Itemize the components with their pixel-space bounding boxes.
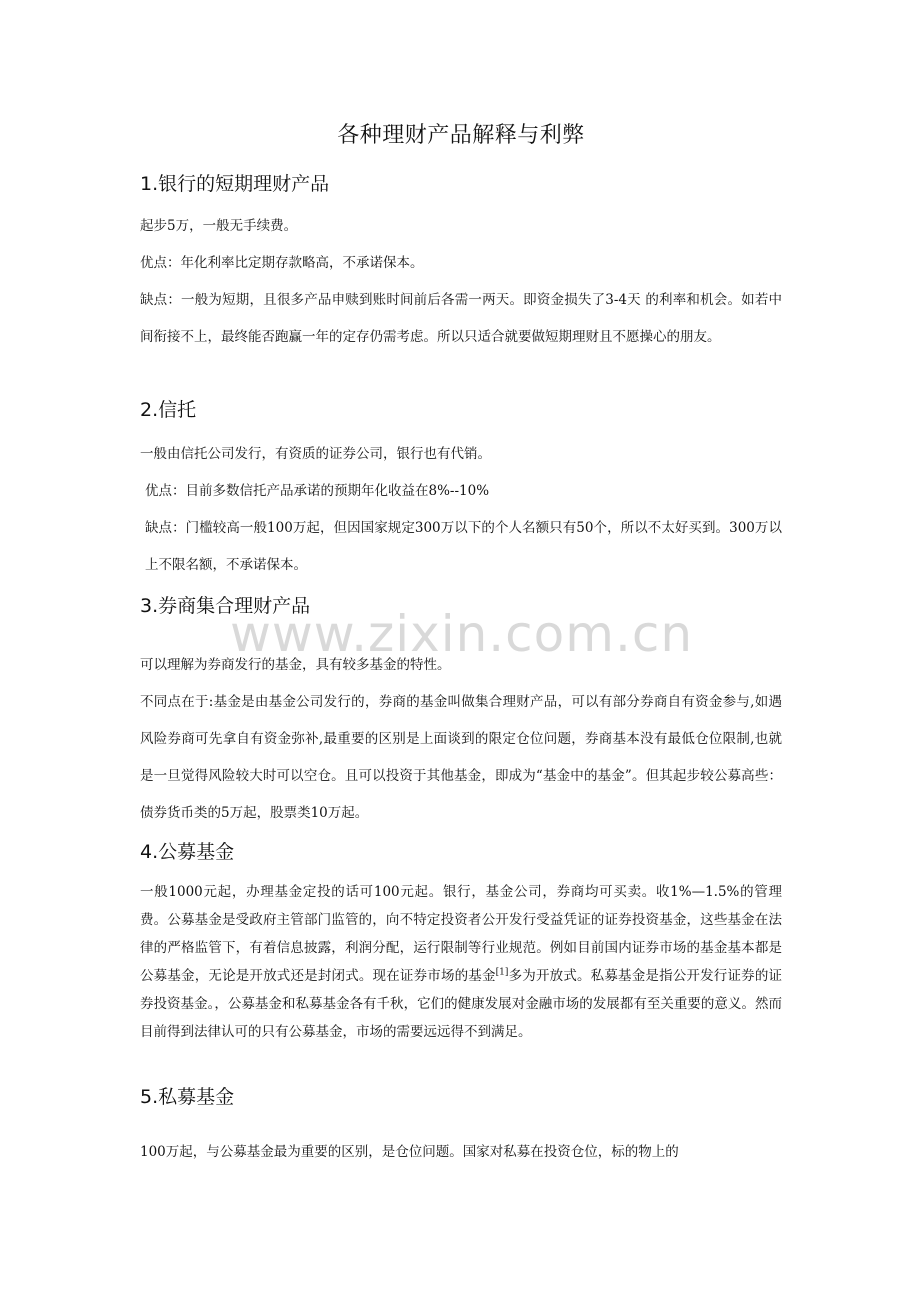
paragraph: 缺点：门槛较高一般100万起，但因国家规定300万以下的个人名额只有50个，所以不太好买到。300万以上不限名额，不承诺保本。 <box>145 520 782 573</box>
section-private-funds-body <box>140 1137 782 1167</box>
section-heading: 2.信托 <box>140 399 197 421</box>
section-broker-products <box>140 592 782 620</box>
section-public-funds <box>140 838 782 866</box>
section-broker-products-body <box>140 647 782 832</box>
section-heading: 4.公募基金 <box>140 841 235 863</box>
section-public-funds-body <box>140 878 782 1046</box>
watermark: www.zixin.com.cn <box>230 605 694 663</box>
paragraph <box>140 878 782 1046</box>
paragraph: 优点：目前多数信托产品承诺的预期年化收益在8%--10% <box>145 483 490 499</box>
section-heading: 3.券商集合理财产品 <box>140 595 311 617</box>
section-trust-body <box>140 436 782 584</box>
paragraph: 优点：年化利率比定期存款略高，不承诺保本。 <box>140 255 424 271</box>
paragraph-text: 多为开放式。私募基金是指公开发行证券的证券投资基金。，公募基金和私募基金各有千秋，它们的健康发展对金融市场的发展都有至关重要的意义。然而目前得到法律认可的只有公募基金，市场的需要远远得不到满足。 <box>140 968 783 1040</box>
paragraph: 一般由信托公司发行，有资质的证券公司，银行也有代销。 <box>140 446 491 462</box>
section-heading: 5.私募基金 <box>140 1086 235 1108</box>
paragraph: 起步5万，一般无手续费。 <box>140 218 298 234</box>
paragraph: 不同点在于:基金是由基金公司发行的，券商的基金叫做集合理财产品，可以有部分券商自有资金参与,如遇风险券商可先拿自有资金弥补,最重要的区别是上面谈到的限定仓位问题，券商基本没有最低仓位限制,也就是一旦觉得风险较大时可以空仓。且可以投资于其他基金，即成为“基金中的基金”。但其起步较公募高些：债券货币类的5万起，股票类10万起。 <box>140 694 782 821</box>
section-trust <box>140 396 782 424</box>
document-title: 各种理财产品解释与利弊 <box>337 123 585 148</box>
paragraph: 缺点：一般为短期，且很多产品申赎到账时间前后各需一两天。即资金损失了3-4天 的利率和机会。如若中间衔接不上，最终能否跑赢一年的定存仍需考虑。所以只适合就要做短期理财且不愿操心的朋友。 <box>140 292 782 345</box>
section-bank-products-body <box>140 208 782 356</box>
paragraph: 可以理解为券商发行的基金，具有较多基金的特性。 <box>140 657 451 673</box>
paragraph: 100万起，与公募基金最为重要的区别，是仓位问题。国家对私募在投资仓位，标的物上的 <box>140 1144 679 1160</box>
section-private-funds <box>140 1083 782 1111</box>
paragraph-text: 一般1000元起，办理基金定投的话可100元起。银行，基金公司，券商均可买卖。收1%—1.5%的管理费。公募基金是受政府主管部门监管的，向不特定投资者公开发行受益凭证的证券投资基金，这些基金在法律的严格监管下，有着信息披露，利润分配，运行限制等行业规范。例如目前国内证券市场的基金基本都是公募基金，无论是开放式还是封闭式。现在证券市场的基金 <box>140 884 782 984</box>
section-bank-products <box>140 170 782 198</box>
section-heading: 1.银行的短期理财产品 <box>140 173 330 195</box>
footnote-marker[interactable]: [1] <box>495 967 509 978</box>
